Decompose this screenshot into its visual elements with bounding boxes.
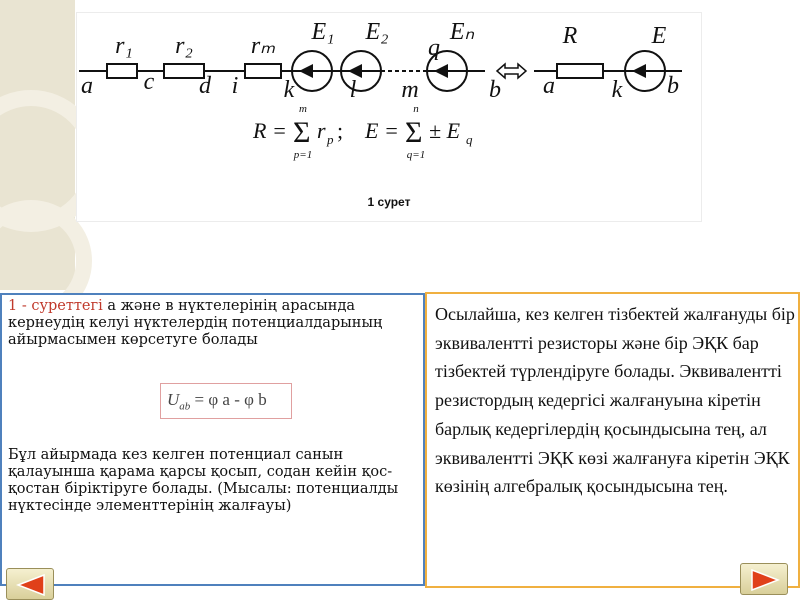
figure-reference: 1 - суреттегі	[8, 298, 103, 314]
formula-lhs: U	[167, 390, 180, 409]
resistor-r2	[164, 64, 204, 78]
equivalent-node-label: k	[611, 77, 623, 103]
formula-R-lhs: R =	[253, 118, 287, 143]
node-label: i	[231, 73, 239, 99]
resistor-label: r₁	[115, 33, 133, 59]
arrow-right-icon	[750, 569, 780, 591]
circuit-diagram	[77, 13, 703, 193]
formula-R-term: r	[317, 118, 326, 143]
source-label: E₂	[365, 19, 389, 45]
node-label: a	[81, 73, 93, 99]
node-label: c	[143, 69, 155, 95]
sum-symbol: Σ	[405, 116, 423, 149]
source-label: E₁	[311, 19, 335, 45]
equivalent-node-label: b	[667, 73, 679, 99]
formula-E-lower: q=1	[406, 149, 426, 161]
explanation-text-2: Бұл айырмада кез келген потенциал санын қалауынша қарама қарсы қосып, содан кейін қос-қостан біріктіруге болады. (Мысалы: потенциалды нүктесінде элементтерінің жалғауы)	[8, 447, 399, 514]
equivalent-resistor-label: R	[562, 23, 578, 49]
formula-R-lower: p=1	[293, 149, 313, 161]
figure-caption: 1 сурет	[367, 195, 411, 209]
node-label: k	[283, 77, 295, 103]
arrow-left-icon	[16, 574, 46, 596]
formula-R-term-sub: p	[327, 132, 334, 147]
right-text-panel	[425, 292, 800, 588]
formula-R-upper: m	[299, 103, 307, 115]
formula-E-term-sub: q	[466, 132, 473, 147]
resistor-label: r₂	[175, 33, 193, 59]
conclusion-text: Осылайша, кез келген тізбектей жалғануды бір эквивалентті резисторы және бір ЭҚК бар тізбектей түрлендіруге болады. Эквивалентті резистордың кедергісі жалғануына кіретін барлық кедергілердің қосындысына тең, ал эквивалентті ЭҚК көзі жалғануға кіретін ЭҚК көзінің алгебралық қосындысына тең.	[435, 304, 795, 497]
formula-sub: ab	[179, 400, 191, 413]
voltage-formula	[160, 383, 292, 419]
equivalent-source-label: E	[651, 23, 667, 49]
equivalent-node-label: a	[543, 73, 555, 99]
source-label: Eₙ	[449, 19, 475, 45]
equivalence-formula	[252, 103, 473, 161]
formula-E-lhs: E =	[365, 118, 399, 143]
next-slide-button[interactable]	[740, 563, 788, 595]
circuit-figure	[76, 12, 702, 222]
formula-rhs: = φ a - φ b	[190, 390, 267, 409]
left-text-panel	[0, 293, 425, 586]
sum-symbol: Σ	[293, 116, 311, 149]
node-label: b	[489, 77, 501, 103]
prev-slide-button[interactable]	[6, 568, 54, 600]
resistor-r1	[107, 64, 137, 78]
formula-separator: ;	[337, 118, 344, 143]
explanation-text-1-rest: а және в нүктелерінің арасында кернеудің келуі нүктелердің потенциалдарының айырмасымен көрсетуге болады	[8, 298, 383, 348]
node-label: q	[428, 35, 440, 61]
resistor-R	[557, 64, 603, 78]
resistor-label: rₘ	[250, 33, 276, 59]
resistor-rm	[245, 64, 281, 78]
node-label: l	[349, 77, 357, 103]
formula-E-term: ± E	[429, 118, 461, 143]
explanation-text-1	[8, 298, 418, 349]
formula-E-upper: n	[413, 103, 419, 115]
node-label: m	[401, 77, 419, 103]
node-label: d	[199, 73, 211, 99]
